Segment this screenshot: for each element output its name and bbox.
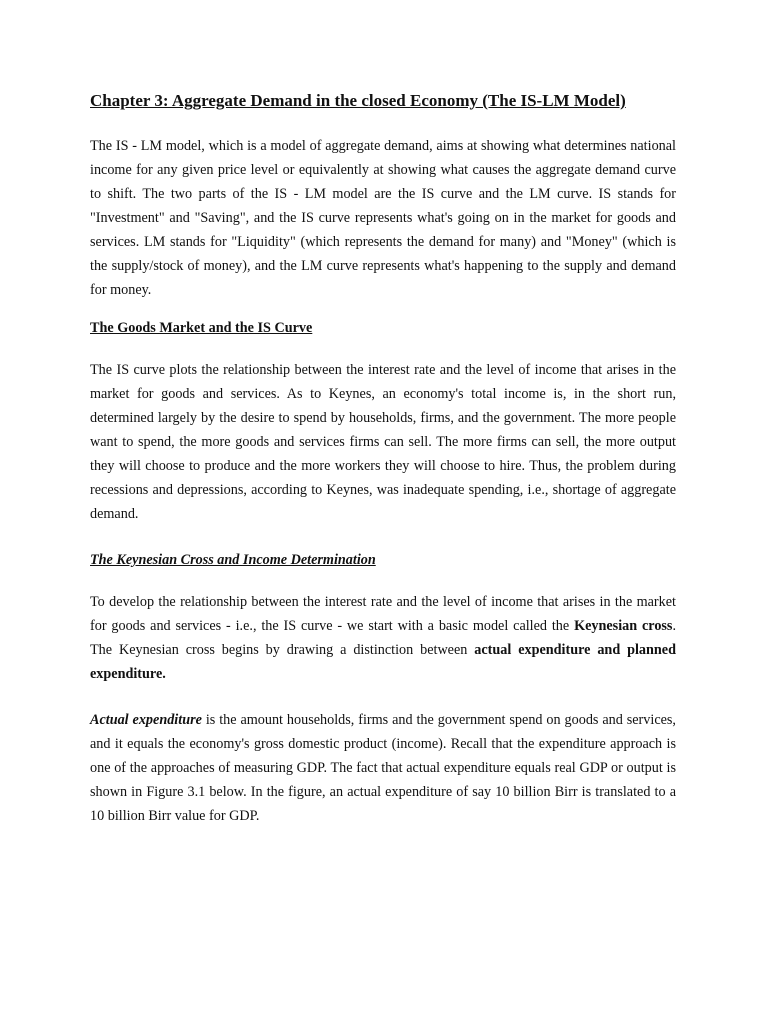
- keynesian-cross-text-b: . The Keynesian cross begins by drawing a distinction between: [90, 618, 676, 658]
- goods-market-paragraph: The IS curve plots the relationship between the interest rate and the level of income that arises in the market for goods and services. As to Keynes, an economy's total income is, in the short run, determined largely by the desire to spend by households, firms, and the government. The more people want to spend, the more goods and services firms can sell. The more firms can sell, the more output they will choose to produce and the more workers they will choose to hire. Thus, the problem during recessions and depressions, according to Keynes, was inadequate spending, i.e., shortage of aggregate demand.: [90, 362, 676, 522]
- actual-expenditure-text: is the amount households, firms and the government spend on goods and services, and it equals the economy's gross domestic product (income). Recall that the expenditure approach is one of the approaches of measuring GDP. The fact that actual expenditure equals real GDP or output is shown in Figure 3.1 below. In the figure, an actual expenditure of say 10 billion Birr is translated to a 10 billion Birr value for GDP.: [90, 712, 676, 824]
- section-heading-goods-market: The Goods Market and the IS Curve: [90, 320, 313, 336]
- keynesian-cross-paragraph: [90, 590, 676, 686]
- keynesian-cross-term: Keynesian cross: [574, 618, 673, 634]
- actual-expenditure-paragraph: [90, 708, 676, 828]
- actual-expenditure-term: Actual expenditure: [90, 712, 202, 728]
- chapter-title: Chapter 3: Aggregate Demand in the closed Economy (The IS-LM Model): [90, 91, 626, 110]
- section-heading-keynesian-cross: The Keynesian Cross and Income Determination: [90, 552, 376, 568]
- keynesian-cross-text-a: To develop the relationship between the interest rate and the level of income that arises in the market for goods and services - i.e., the IS curve - we start with a basic model called the: [90, 594, 676, 634]
- intro-paragraph: The IS - LM model, which is a model of aggregate demand, aims at showing what determines national income for any given price level or equivalently at showing what causes the aggregate demand curve to shift. The two parts of the IS - LM model are the IS curve and the LM curve. IS stands for "Investment" and "Saving", and the IS curve represents what's going on in the market for goods and services. LM stands for "Liquidity" (which represents the demand for many) and "Money" (which is the supply/stock of money), and the LM curve represents what's happening to the supply and demand for money.: [90, 138, 676, 298]
- document-content: [90, 88, 676, 842]
- actual-planned-expenditure-term: actual expenditure and planned expenditure.: [90, 642, 676, 682]
